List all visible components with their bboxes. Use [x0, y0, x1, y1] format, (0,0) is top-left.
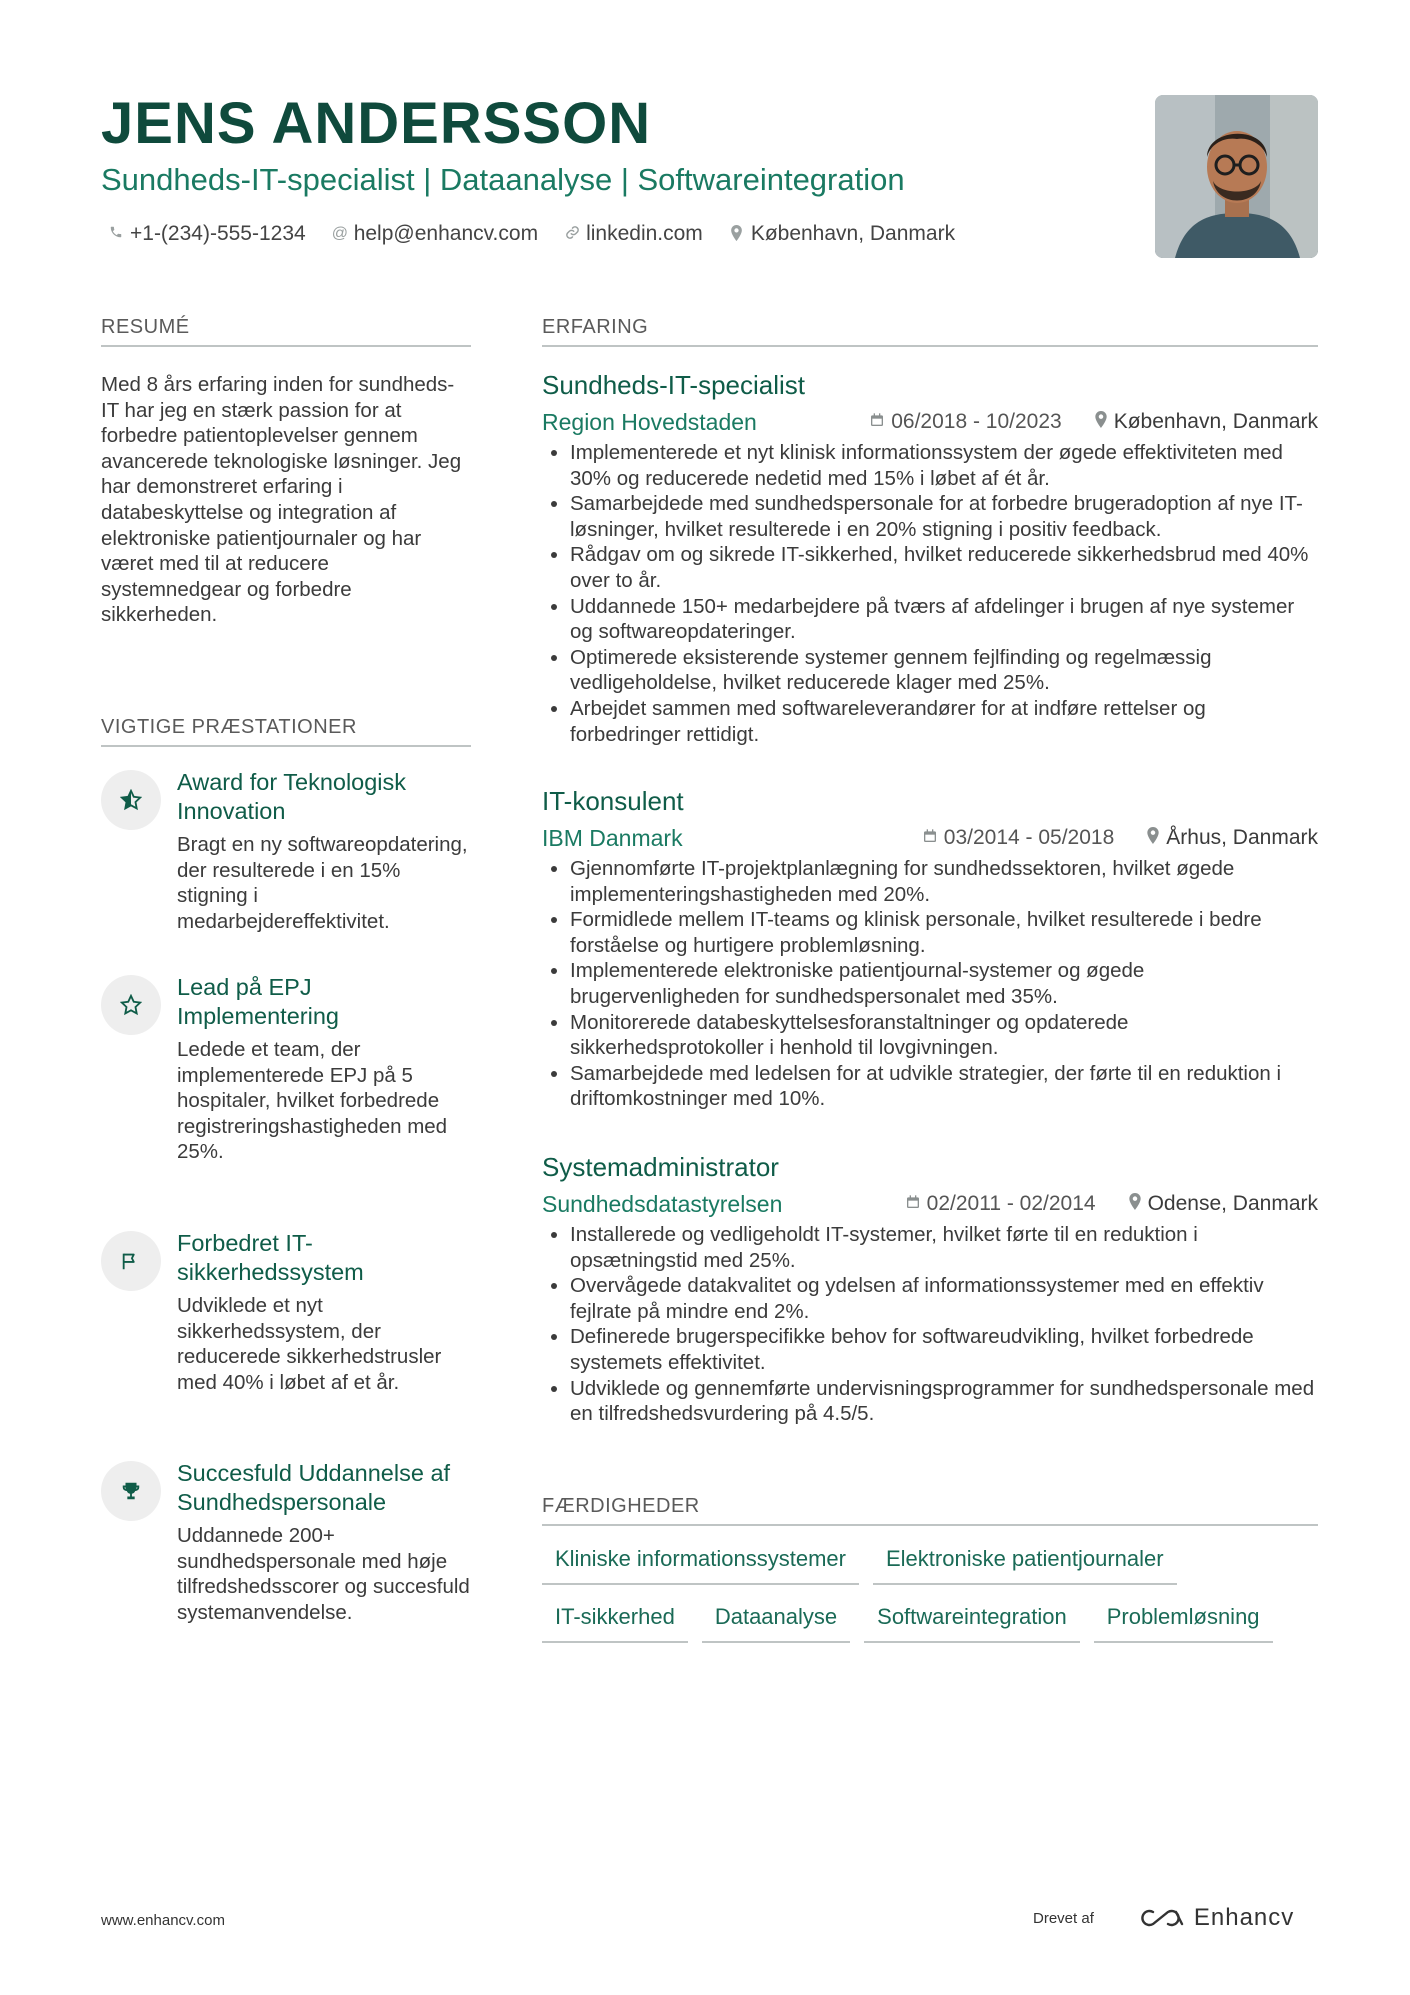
- achievement-item: [101, 1459, 471, 1659]
- location-pin-icon: [1094, 410, 1108, 434]
- job-entry: [542, 782, 1318, 1112]
- at-icon: @: [331, 225, 348, 242]
- summary-text: Med 8 års erfaring inden for sundheds-IT har jeg en stærk passion for at forbedre patientoplevelser gennem avancerede teknologiske løsninger. Jeg har demonstreret erfaring i databeskyttelse og integration af elektroniske patientjournaler og har været med til at reducere systemnedgear og forbedre sikkerheden.: [101, 373, 462, 627]
- skill-tag: Dataanalyse: [702, 1601, 850, 1643]
- location-text: København, Danmark: [750, 222, 956, 245]
- footer-website[interactable]: www.enhancv.com: [101, 1912, 225, 1929]
- job-bullets: [542, 856, 1318, 1112]
- achievement-description: Uddannede 200+ sundhedspersonale med høje tilfredshedsscorer og succesfuld systemanvendelse.: [177, 1524, 470, 1624]
- contact-email[interactable]: [332, 222, 538, 246]
- location-pin-icon: [729, 225, 745, 243]
- calendar-icon: [905, 1192, 921, 1216]
- job-bullet: Implementerede et nyt klinisk informationssystem der øgede effektiviteten med 30% og reducerede nedetid med 15% i løbet af ét år.: [542, 440, 1318, 491]
- contact-bar: [108, 222, 955, 246]
- job-bullets: [542, 1222, 1318, 1427]
- phone-icon: [108, 225, 124, 243]
- enhancv-logo[interactable]: [1140, 1904, 1294, 1932]
- star-outline-icon: [101, 975, 161, 1035]
- job-bullet: Definerede brugerspecifikke behov for softwareudvikling, hvilket forbedrede systemets effektivitet.: [542, 1324, 1318, 1375]
- calendar-icon: [922, 826, 938, 850]
- job-bullet: Implementerede elektroniske patientjournal-systemer og øgede brugervenligheden for sundhedspersonalet med 35%.: [542, 958, 1318, 1009]
- job-dates: 06/2018 - 10/2023: [891, 410, 1062, 433]
- location-pin-icon: [1146, 826, 1160, 850]
- skills-section-title: FÆRDIGHEDER: [542, 1495, 1318, 1526]
- footer-branding: [1033, 1904, 1294, 1932]
- phone-text: +1-(234)-555-1234: [130, 222, 306, 245]
- calendar-icon: [869, 410, 885, 434]
- job-bullet: Monitorerede databeskyttelsesforanstaltninger og opdaterede sikkerhedsprotokoller i henhold til lovgivningen.: [542, 1010, 1318, 1061]
- achievement-title: Forbedret IT-sikkerhedssystem: [177, 1230, 364, 1285]
- summary-section-title: RESUMÉ: [101, 316, 471, 347]
- job-entry: [542, 366, 1318, 747]
- job-title: Systemadministrator: [542, 1152, 779, 1182]
- powered-by-label: Drevet af: [1033, 1909, 1094, 1927]
- candidate-name: JENS ANDERSSON: [101, 91, 652, 156]
- skills-list: [542, 1543, 1318, 1643]
- job-title: Sundheds-IT-specialist: [542, 370, 806, 400]
- job-bullet: Udviklede og gennemførte undervisningsprogrammer for sundhedspersonale med en tilfredshedsvurdering på 4.5/5.: [542, 1376, 1318, 1427]
- job-bullet: Samarbejdede med sundhedspersonale for at forbedre brugeradoption af nye IT-løsninger, hvilket resulterede i en 20% stigning i positiv feedback.: [542, 491, 1318, 542]
- job-location: Odense, Danmark: [1147, 1192, 1318, 1215]
- job-bullet: Optimerede eksisterende systemer gennem fejlfinding og regelmæssig vedligeholdelse, hvilket reducerede klager med 25%.: [542, 645, 1318, 696]
- flag-icon: [101, 1231, 161, 1291]
- job-entry: [542, 1148, 1318, 1427]
- brand-name: Enhancv: [1193, 1904, 1295, 1931]
- contact-linkedin[interactable]: [564, 222, 703, 246]
- job-bullet: Gjennomførte IT-projektplanlægning for sundhedssektoren, hvilket øgede implementeringshastigheden med 20%.: [542, 856, 1318, 907]
- skill-tag: Problemløsning: [1094, 1601, 1273, 1643]
- job-location: København, Danmark: [1113, 410, 1318, 433]
- skill-tag: Elektroniske patientjournaler: [873, 1543, 1177, 1585]
- job-company: IBM Danmark: [542, 824, 683, 851]
- email-text: help@enhancv.com: [353, 222, 539, 245]
- candidate-headline: Sundheds-IT-specialist | Dataanalyse | Softwareintegration: [101, 162, 905, 197]
- job-dates: 03/2014 - 05/2018: [943, 826, 1115, 849]
- link-icon: [564, 225, 580, 243]
- job-bullet: Installerede og vedligeholdt IT-systemer, hvilket førte til en reduktion i opsætningstid med 25%.: [542, 1222, 1318, 1273]
- achievement-title: Award for Teknologisk Innovation: [177, 769, 407, 824]
- experience-section-title: ERFARING: [542, 316, 1318, 347]
- job-company: Sundhedsdatastyrelsen: [542, 1190, 783, 1217]
- achievement-title: Lead på EPJ Implementering: [177, 974, 339, 1029]
- job-bullets: [542, 440, 1318, 747]
- job-location: Århus, Danmark: [1166, 826, 1318, 849]
- job-bullet: Uddannede 150+ medarbejdere på tværs af afdelinger i brugen af nye systemer og softwareopdateringer.: [542, 594, 1318, 645]
- achievement-description: Bragt en ny softwareopdatering, der resulterede i en 15% stigning i medarbejdereffektivitet.: [177, 833, 468, 933]
- job-dates: 02/2011 - 02/2014: [926, 1192, 1096, 1215]
- location-pin-icon: [1128, 1192, 1142, 1216]
- achievement-item: [101, 973, 471, 1173]
- trophy-icon: [101, 1461, 161, 1521]
- job-bullet: Arbejdet sammen med softwareleverandører for at indføre rettelser og forbedringer rettidigt.: [542, 696, 1318, 747]
- contact-phone[interactable]: [108, 222, 306, 246]
- profile-photo: [1155, 95, 1318, 258]
- achievement-description: Udviklede et nyt sikkerhedssystem, der reducerede sikkerhedstrusler med 40% i løbet af et år.: [177, 1294, 442, 1394]
- job-bullet: Overvågede datakvalitet og ydelsen af informationssystemer med en effektiv fejlrate på mindre end 2%.: [542, 1273, 1318, 1324]
- skill-tag: Kliniske informationssystemer: [542, 1543, 859, 1585]
- contact-location: [729, 222, 955, 246]
- job-company: Region Hovedstaden: [542, 408, 757, 435]
- job-bullet: Rådgav om og sikrede IT-sikkerhed, hvilket reducerede sikkerhedsbrud med 40% over to år.: [542, 542, 1318, 593]
- job-title: IT-konsulent: [542, 786, 684, 816]
- job-bullet: Samarbejdede med ledelsen for at udvikle strategier, der førte til en reduktion i driftomkostninger med 10%.: [542, 1061, 1318, 1112]
- linkedin-text: linkedin.com: [586, 222, 703, 245]
- achievement-description: Ledede et team, der implementerede EPJ på 5 hospitaler, hvilket forbedrede registreringshastigheden med 25%.: [177, 1038, 448, 1164]
- achievements-section-title: VIGTIGE PRÆSTATIONER: [101, 716, 471, 747]
- skill-tag: IT-sikkerhed: [542, 1601, 688, 1643]
- enhancv-logo-icon: [1140, 1906, 1186, 1930]
- achievement-item: [101, 1229, 471, 1429]
- achievement-title: Succesfuld Uddannelse af Sundhedspersonale: [177, 1460, 451, 1515]
- skill-tag: Softwareintegration: [864, 1601, 1080, 1643]
- job-bullet: Formidlede mellem IT-teams og klinisk personale, hvilket resulterede i bedre forståelse og hurtigere problemløsning.: [542, 907, 1318, 958]
- achievement-item: [101, 768, 471, 938]
- star-half-icon: [101, 770, 161, 830]
